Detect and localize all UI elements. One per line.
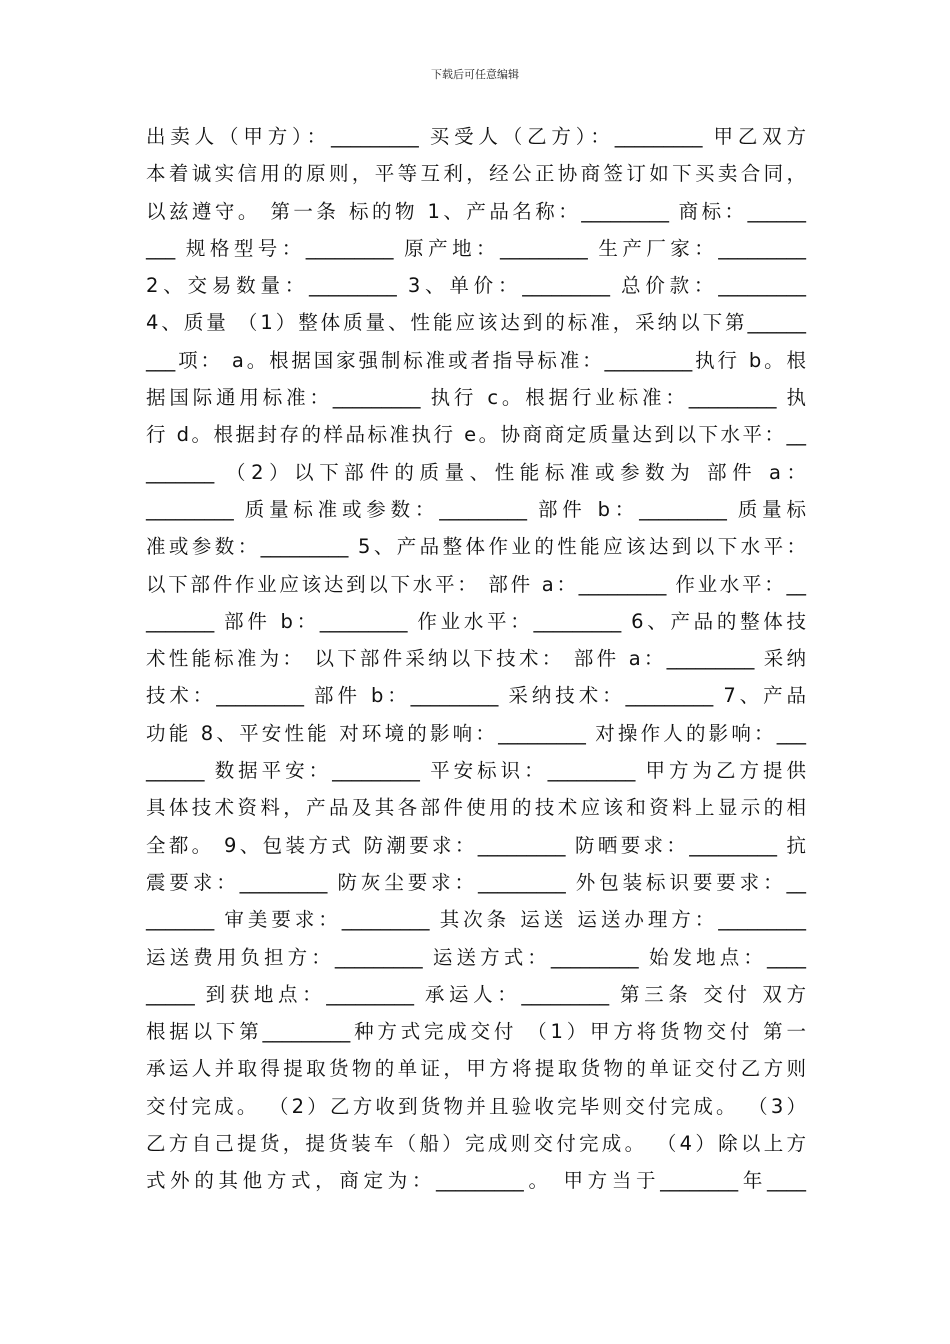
contract-body	[146, 118, 806, 1200]
body-line: 具体技术资料，产品及其各部件使用的技术应该和资料上显示的相	[146, 796, 806, 820]
body-line: 术性能标准为： 以下部件采纳以下技术： 部件 a：_________ 采纳	[146, 647, 806, 671]
body-line: _______ 部件 b：_________ 作业水平：_________ 6、产品的整体技	[146, 609, 806, 633]
body-line: _________ 质量标准或参数：_________ 部件 b：_________ 质量标	[146, 497, 806, 521]
body-line: 功能 8、平安性能 对环境的影响：_________ 对操作人的影响：___	[146, 721, 806, 745]
body-line: ___项： a。根据国家强制标准或者指导标准：_________执行 b。根	[146, 348, 806, 372]
body-line: 出卖人（甲方）：_________ 买受人（乙方）：_________ 甲乙双方	[146, 125, 806, 148]
body-line: 交付完成。 （2）乙方收到货物并且验收完毕则交付完成。 （3）	[146, 1094, 806, 1118]
body-line: 技术：_________ 部件 b：_________ 采纳技术：_________ 7、产品	[146, 684, 806, 708]
body-line: 本着诚实信用的原则，平等互利，经公正协商签订如下买卖合同，	[146, 162, 806, 186]
body-line: 全都。 9、包装方式 防潮要求：_________ 防晒要求：_________ 抗	[146, 833, 806, 857]
body-line: _______ 审美要求：_________ 其次条 运送 运送办理方：_________	[146, 908, 806, 932]
body-line: ______ 数据平安：_________ 平安标识：_________ 甲方为乙方提供	[146, 759, 806, 783]
body-line: 以兹遵守。 第一条 标的物 1、产品名称：_________ 商标：______	[146, 199, 806, 223]
body-line: 承运人并取得提取货物的单证，甲方将提取货物的单证交付乙方则	[146, 1057, 806, 1081]
body-line: 乙方自己提货，提货装车（船）完成则交付完成。 （4）除以上方	[146, 1132, 806, 1156]
body-line: _____ 到获地点：_________ 承运人：_________ 第三条 交付 双方	[146, 982, 806, 1006]
body-line: _______ （2）以下部件的质量、性能标准或参数为 部件 a：	[146, 460, 806, 484]
body-line: 运送费用负担方：_________ 运送方式：_________ 始发地点：____	[146, 945, 806, 969]
body-line: 2、交易数量：_________ 3、单价：_________ 总价款：_________	[146, 274, 806, 298]
body-line: 据国际通用标准：_________ 执行 c。根据行业标准：_________ 执	[146, 386, 806, 410]
body-line: 行 d。根据封存的样品标准执行 e。协商商定质量达到以下水平：__	[146, 423, 806, 447]
body-line: ___ 规格型号：_________ 原产地：_________ 生产厂家：_________	[146, 236, 806, 260]
body-line: 根据以下第_________种方式完成交付 （1）甲方将货物交付 第一	[146, 1020, 806, 1044]
body-line: 4、质量 （1）整体质量、性能应该达到的标准，采纳以下第______	[146, 311, 806, 335]
body-line: 准或参数：_________ 5、产品整体作业的性能应该达到以下水平：	[146, 535, 806, 559]
body-line: 震要求：_________ 防灰尘要求：_________ 外包装标识要要求：__	[146, 870, 806, 894]
body-line: 以下部件作业应该达到以下水平： 部件 a：_________ 作业水平：__	[146, 572, 806, 596]
body-line: 式外的其他方式，商定为：_________。 甲方当于________年____	[146, 1169, 806, 1193]
page-header: 下载后可任意编辑	[431, 68, 519, 81]
